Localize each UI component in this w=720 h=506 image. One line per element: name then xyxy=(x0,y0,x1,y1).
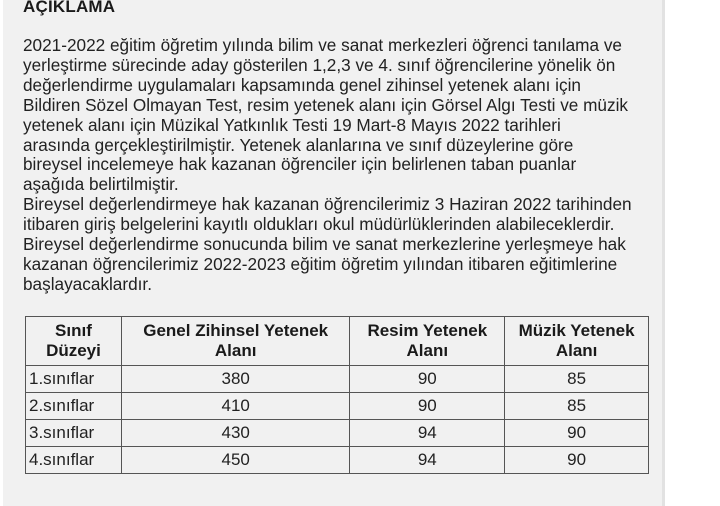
header-class-level xyxy=(26,317,122,366)
general-score-cell: 430 xyxy=(121,420,350,447)
paragraph-line: kazanan öğrencilerimiz 2022-2023 eğitim öğretim yılından itibaren eğitimlerine xyxy=(23,253,618,274)
music-score-cell: 85 xyxy=(505,366,649,393)
paragraph-line: itibaren giriş belgelerini kayıtlı oldukları okul müdürlüklerinden alabileceklerdir. xyxy=(23,214,615,235)
class-cell: 2.sınıflar xyxy=(26,393,122,420)
score-table xyxy=(25,316,649,474)
paragraph-line: arasında gerçekleştirilmiştir. Yetenek alanlarına ve sınıf düzeylerine göre xyxy=(23,134,574,155)
paragraph-line: 2021-2022 eğitim öğretim yılında bilim ve sanat merkezleri öğrenci tanılama ve xyxy=(23,35,622,55)
paragraph-line: Bireysel değerlendirme sonucunda bilim ve sanat merkezlerine yerleşmeye hak xyxy=(23,234,626,255)
class-cell: 1.sınıflar xyxy=(26,366,122,393)
header-music xyxy=(505,317,649,366)
paragraph-line: Bireysel değerlendirmeye hak kazanan öğrencilerimiz 3 Haziran 2022 tarihinden xyxy=(23,194,632,215)
header-line: Alanı xyxy=(406,341,449,360)
paragraph-line: aşağıda belirtilmiştir. xyxy=(23,174,179,195)
header-general-mental xyxy=(121,317,350,366)
table-header-row xyxy=(26,317,649,366)
art-score-cell: 94 xyxy=(350,420,505,447)
table-row xyxy=(26,366,649,393)
paragraph-line: yetenek alanı için Müzikal Yatkınlık Testi 19 Mart-8 Mayıs 2022 tarihleri xyxy=(23,114,561,135)
general-score-cell: 410 xyxy=(121,393,350,420)
music-score-cell: 90 xyxy=(505,447,649,474)
table-row xyxy=(26,420,649,447)
paragraph-line: yerleştirme sürecinde aday gösterilen 1,2,3 ve 4. sınıf öğrencilerine yönelik ön xyxy=(23,54,616,75)
music-score-cell: 85 xyxy=(505,393,649,420)
header-line: Alanı xyxy=(214,341,257,360)
announcement-paragraph xyxy=(23,36,653,295)
class-cell: 3.sınıflar xyxy=(26,420,122,447)
class-cell: 4.sınıflar xyxy=(26,447,122,474)
table-row xyxy=(26,393,649,420)
art-score-cell: 94 xyxy=(350,447,505,474)
announcement-card xyxy=(3,0,662,506)
table-row xyxy=(26,447,649,474)
header-art xyxy=(350,317,505,366)
section-heading: AÇIKLAMA xyxy=(23,0,116,16)
paragraph-line: bireysel incelemeye hak kazanan öğrenciler için belirlenen taban puanlar xyxy=(23,154,577,175)
general-score-cell: 380 xyxy=(121,366,350,393)
header-line: Genel Zihinsel Yetenek xyxy=(143,321,329,340)
general-score-cell: 450 xyxy=(121,447,350,474)
header-line: Sınıf xyxy=(55,321,92,340)
art-score-cell: 90 xyxy=(350,393,505,420)
card-edge-divider xyxy=(662,0,665,506)
header-line: Düzeyi xyxy=(46,341,101,360)
paragraph-line: başlayacaklardır. xyxy=(23,273,152,294)
header-line: Müzik Yetenek xyxy=(518,321,635,340)
music-score-cell: 90 xyxy=(505,420,649,447)
paragraph-line: değerlendirme uygulamaları kapsamında genel zihinsel yetenek alanı için xyxy=(23,74,581,95)
art-score-cell: 90 xyxy=(350,366,505,393)
paragraph-line: Bildiren Sözel Olmayan Test, resim yetenek alanı için Görsel Algı Testi ve müzik xyxy=(23,94,628,115)
header-line: Alanı xyxy=(555,341,598,360)
header-line: Resim Yetenek xyxy=(367,321,488,340)
